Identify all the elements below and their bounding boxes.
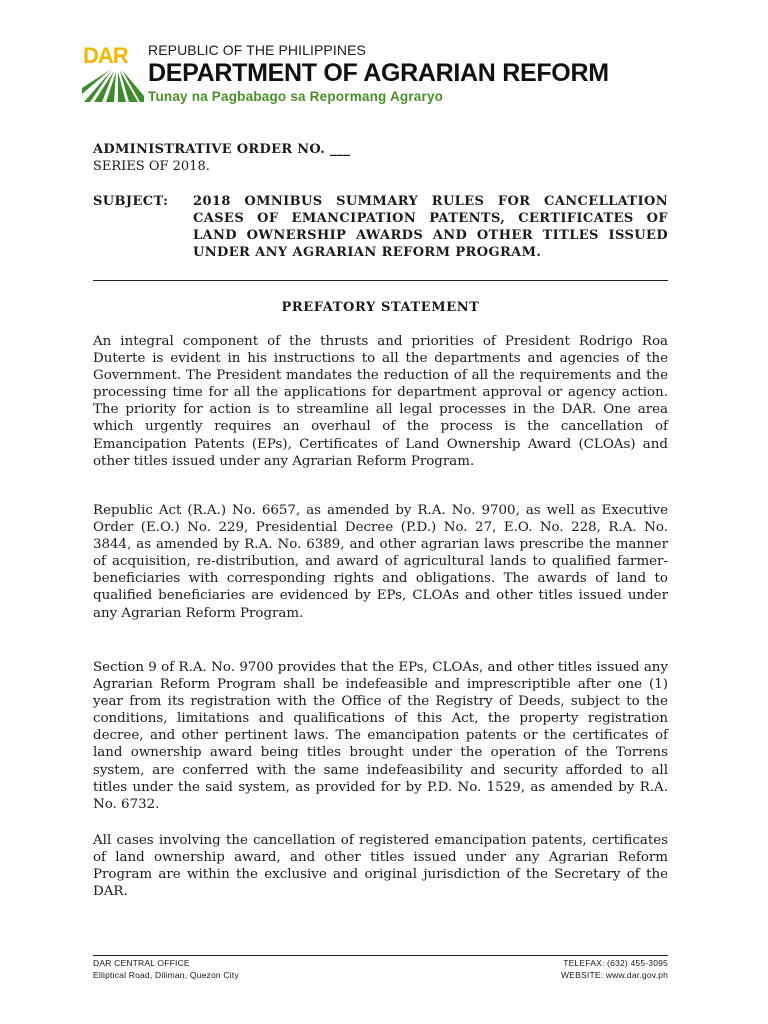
header-divider: [93, 280, 668, 281]
paragraph: Section 9 of R.A. No. 9700 provides that the EPs, CLOAs, and other titles issued any Agrarian Reform Program shall be indefeasible and imprescriptible after one (1) year from its registration with the Office of the Registry of Deeds, subject to the conditions, limitations and qualifications of this Act, the property registration decree, and other pertinent laws. The emancipation patents or the certificates of land ownership award being titles brought under the operation of the Torrens system, are conferred with the same indefeasibility and security afforded to all titles under the said system, as provided for by P.D. No. 1529, as amended by R.A. No. 6732.: [93, 660, 668, 812]
footer-street: Elliptical Road, Diliman, Quezon City: [93, 970, 239, 980]
order-block: [93, 141, 350, 175]
order-number: ADMINISTRATIVE ORDER NO. ___: [93, 142, 351, 157]
dar-logo-icon: [82, 44, 144, 104]
dar-logo-lettering: DAR: [83, 44, 128, 68]
department-tagline: Tunay na Pagbabago sa Repormang Agraryo: [148, 89, 444, 104]
paragraph: All cases involving the cancellation of registered emancipation patents, certificates of land ownership award, and other titles issued under any Agrarian Reform Program are within the exclusive and original jurisdiction of the Secretary of the DAR.: [93, 833, 668, 900]
order-series: SERIES OF 2018.: [93, 159, 210, 174]
paragraph: Republic Act (R.A.) No. 6657, as amended by R.A. No. 9700, as well as Executive Order (E.O.) No. 229, Presidential Decree (P.D.) No. 27, E.O. No. 228, R.A. No. 3844, as amended by R.A. No. 6389, and other agrarian laws prescribe the manner of acquisition, re-distribution, and award of agricultural lands to qualified farmer-beneficiaries with corresponding rights and obligations. The awards of land to qualified beneficiaries are evidenced by EPs, CLOAs and other titles issued under any Agrarian Reform Program.: [93, 503, 668, 621]
footer-office: DAR CENTRAL OFFICE: [93, 958, 190, 968]
footer-contact: [561, 957, 668, 981]
footer-divider: [93, 955, 668, 956]
footer-telefax: TELEFAX: (632) 455-3095: [563, 958, 668, 968]
section-heading: PREFATORY STATEMENT: [281, 300, 480, 315]
letterhead: [148, 42, 609, 106]
paragraph: An integral component of the thrusts and priorities of President Rodrigo Roa Duterte is evident in his instructions to all the departments and agencies of the Government. The President mandates the reduction of all the requirements and the processing time for all the applications for department approval or agency action. The priority for action is to streamline all legal processes in the DAR. One area which urgently requires an overhaul of the process is the cancellation of Emancipation Patents (EPs), Certificates of Land Ownership Award (CLOAs) and other titles issued under any Agrarian Reform Program.: [93, 334, 668, 469]
subject-text: 2018 OMNIBUS SUMMARY RULES FOR CANCELLATION CASES OF EMANCIPATION PATENTS, CERTIFICATES OF LAND OWNERSHIP AWARDS AND OTHER TITLES ISSUED UNDER ANY AGRARIAN REFORM PROGRAM.: [193, 194, 668, 260]
subject-label: SUBJECT:: [93, 194, 169, 209]
footer-website: WEBSITE: www.dar.gov.ph: [561, 970, 668, 980]
department-title: DEPARTMENT OF AGRARIAN REFORM: [148, 59, 609, 87]
footer-address: [93, 957, 239, 981]
republic-title: REPUBLIC OF THE PHILIPPINES: [148, 42, 366, 58]
